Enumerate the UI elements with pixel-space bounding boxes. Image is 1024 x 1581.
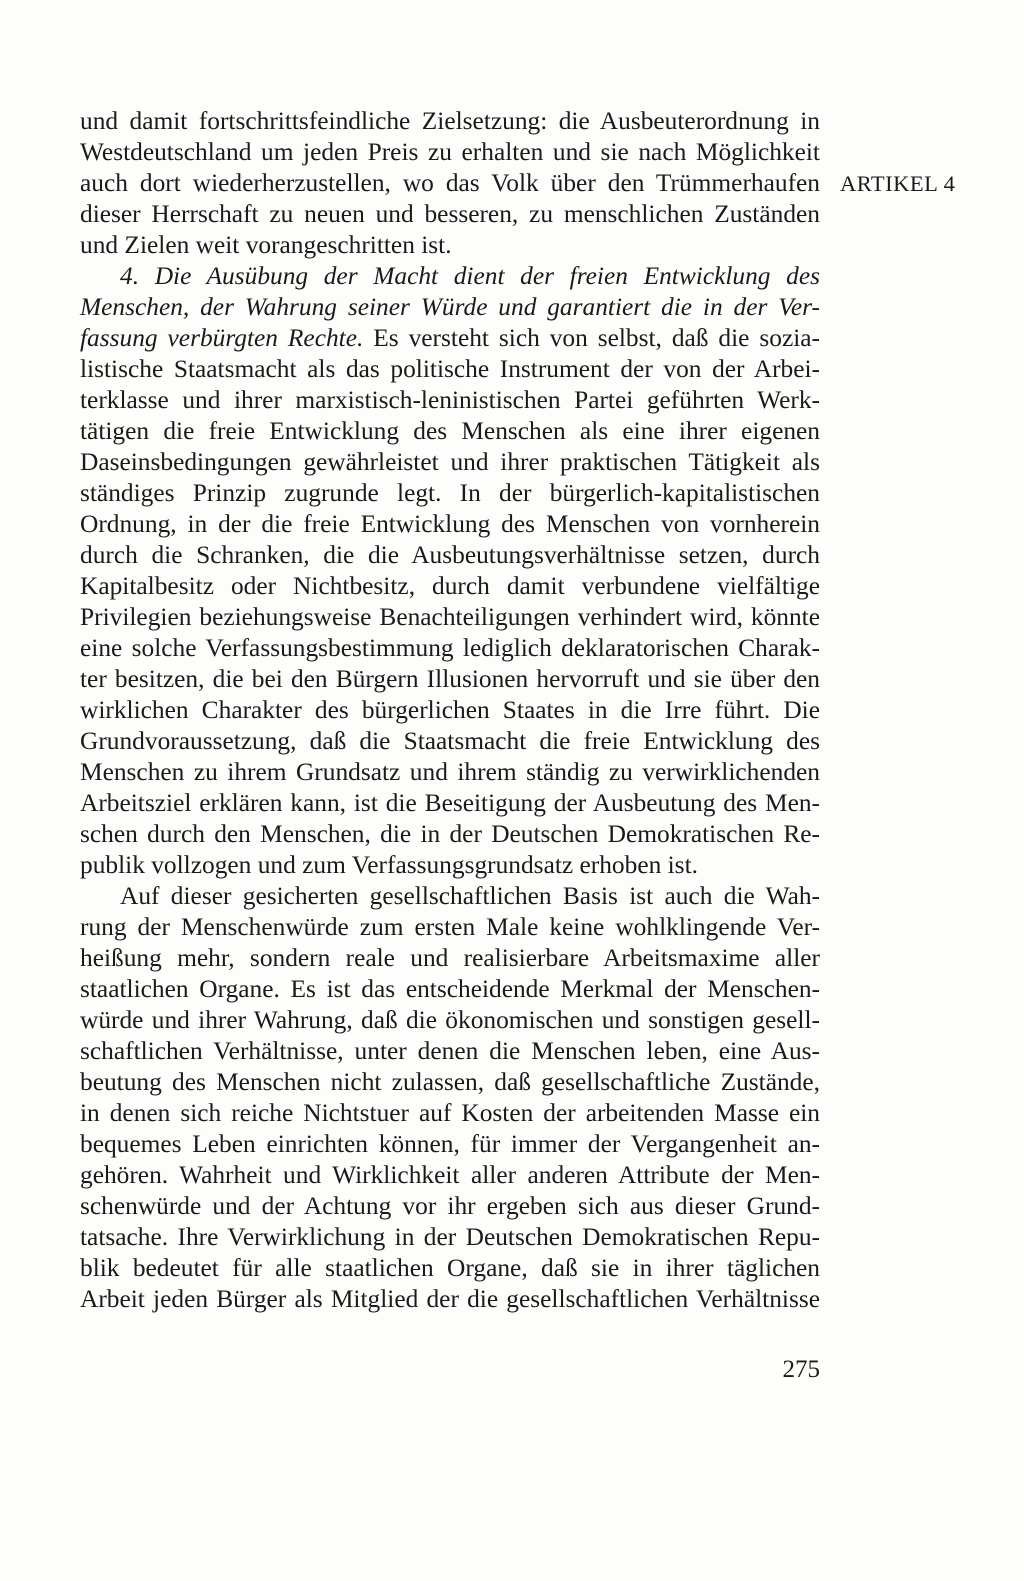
text-line: wirklichen Charakter des bürgerlichen Staates in die Irre führt. Die	[80, 696, 820, 724]
text-line: Arbeitsziel erklären kann, ist die Beseitigung der Ausbeutung des Men-	[80, 789, 820, 817]
text-line: ter besitzen, die bei den Bürgern Illusionen hervorruft und sie über den	[80, 665, 820, 693]
margin-note-article: ARTIKEL 4	[840, 171, 956, 196]
text-line: publik vollzogen und zum Verfassungsgrundsatz erhoben ist.	[80, 851, 698, 879]
text-line: terklasse und ihrer marxistisch-leninistischen Partei geführten Werk-	[80, 386, 820, 414]
text-line: Auf dieser gesicherten gesellschaftlichen Basis ist auch die Wah-	[120, 882, 820, 910]
page-number: 275	[782, 1356, 820, 1383]
text-line: Arbeit jeden Bürger als Mitglied der die gesellschaftlichen Verhältnisse	[80, 1285, 820, 1313]
text-line: Daseinsbedingungen gewährleistet und ihrer praktischen Tätigkeit als	[80, 448, 820, 476]
text-line: dieser Herrschaft zu neuen und besseren, zu menschlichen Zuständen	[80, 200, 820, 228]
text-line: schenwürde und der Achtung vor ihr ergeben sich aus dieser Grund-	[80, 1192, 820, 1220]
text-line: gehören. Wahrheit und Wirklichkeit aller anderen Attribute der Men-	[80, 1161, 820, 1189]
text-line: listische Staatsmacht als das politische Instrument der von der Arbei-	[80, 355, 820, 383]
text-line: Grundvoraussetzung, daß die Staatsmacht die freie Entwicklung des	[80, 727, 820, 755]
text-line: schen durch den Menschen, die in der Deutschen Demokratischen Re-	[80, 820, 820, 848]
text-line-italic: Menschen, der Wahrung seiner Würde und garantiert die in der Ver-	[80, 293, 820, 321]
text-line: und Zielen weit vorangeschritten ist.	[80, 231, 452, 259]
text-line: Westdeutschland um jeden Preis zu erhalten und sie nach Möglichkeit	[80, 138, 820, 166]
text-line: eine solche Verfassungsbestimmung lediglich deklaratorischen Charak-	[80, 634, 820, 662]
text-line: Privilegien beziehungsweise Benachteiligungen verhindert wird, könnte	[80, 603, 820, 631]
text-line: würde und ihrer Wahrung, daß die ökonomischen und sonstigen gesell-	[80, 1006, 820, 1034]
text-line: Ordnung, in der die freie Entwicklung des Menschen von vornherein	[80, 510, 820, 538]
italic-fragment: fassung verbürgten Rechte.	[80, 324, 364, 352]
text-line: tätigen die freie Entwicklung des Menschen als eine ihrer eigenen	[80, 417, 820, 445]
text-line: blik bedeutet für alle staatlichen Organe, daß sie in ihrer täglichen	[80, 1254, 820, 1282]
text-line-mixed	[80, 323, 820, 354]
text-line: durch die Schranken, die die Ausbeutungsverhältnisse setzen, durch	[80, 541, 820, 569]
text-line: ständiges Prinzip zugrunde legt. In der bürgerlich-kapitalistischen	[80, 479, 820, 507]
text-line: rung der Menschenwürde zum ersten Male keine wohlklingende Ver-	[80, 913, 820, 941]
text-line: auch dort wiederherzustellen, wo das Volk über den Trümmerhaufen	[80, 169, 820, 197]
text-line: und damit fortschrittsfeindliche Zielsetzung: die Ausbeuterordnung in	[80, 107, 820, 135]
text-line: Menschen zu ihrem Grundsatz und ihrem ständig zu verwirklichenden	[80, 758, 820, 786]
text-line: in denen sich reiche Nichtstuer auf Kosten der arbeitenden Masse ein	[80, 1099, 820, 1127]
text-line: beutung des Menschen nicht zulassen, daß gesellschaftliche Zustände,	[80, 1068, 820, 1096]
text-line: bequemes Leben einrichten können, für immer der Vergangenheit an-	[80, 1130, 820, 1158]
text-line: heißung mehr, sondern reale und realisierbare Arbeitsmaxime aller	[80, 944, 820, 972]
roman-fragment: Es versteht sich von selbst, daß die sozia-	[363, 324, 820, 352]
text-line-italic: 4. Die Ausübung der Macht dient der freien Entwicklung des	[120, 262, 820, 290]
body-text	[80, 106, 820, 1315]
text-line: schaftlichen Verhältnisse, unter denen die Menschen leben, eine Aus-	[80, 1037, 820, 1065]
text-line: staatlichen Organe. Es ist das entscheidende Merkmal der Menschen-	[80, 975, 820, 1003]
text-line: Kapitalbesitz oder Nichtbesitz, durch damit verbundene vielfältige	[80, 572, 820, 600]
text-line: tatsache. Ihre Verwirklichung in der Deutschen Demokratischen Repu-	[80, 1223, 820, 1251]
